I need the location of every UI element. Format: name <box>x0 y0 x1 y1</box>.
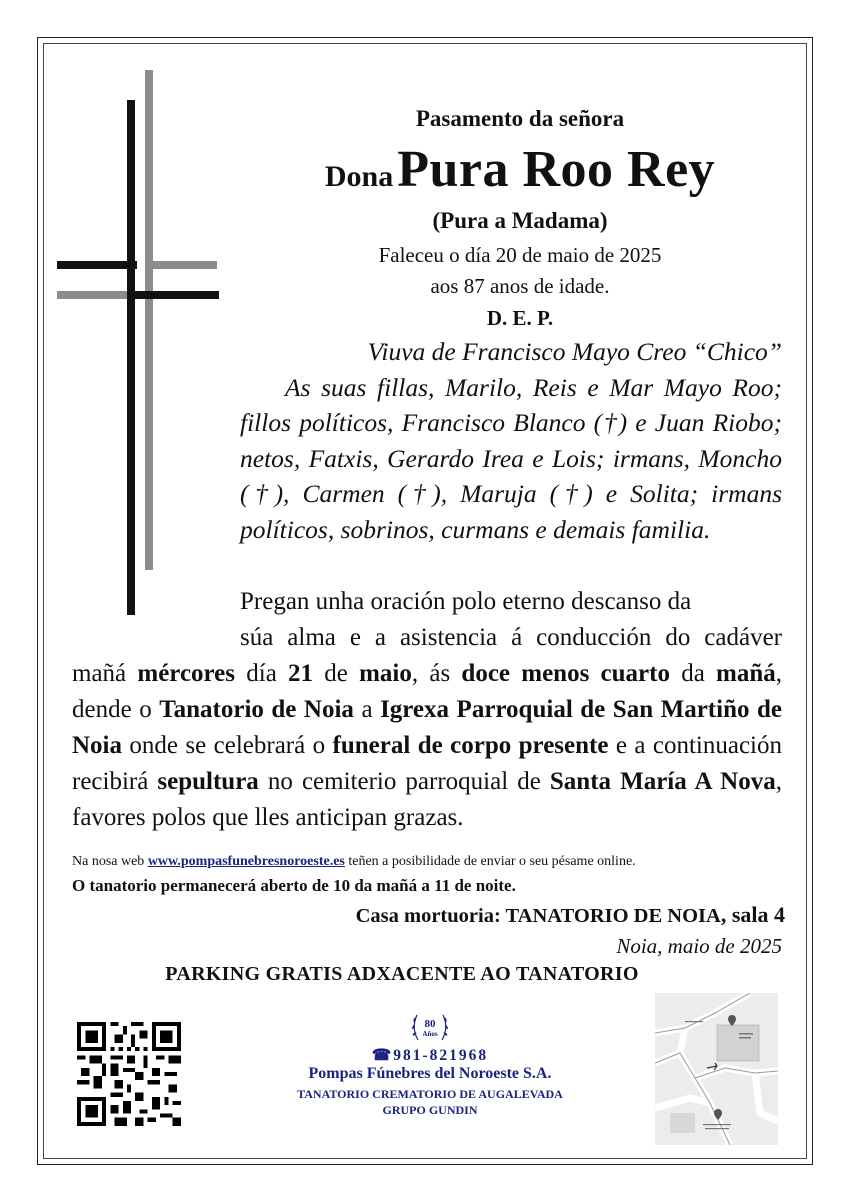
text-fragment: , favores polos que lles anticipan grazas. <box>72 768 782 831</box>
text-fragment: no cemiterio parroquial de <box>258 768 550 795</box>
church: Igrexa Parroquial de San Martiño de Noia <box>72 696 782 759</box>
relatives: As suas fillas, Marilo, Reis e Mar Mayo Roo; fillos políticos, Francisco Blanco (†) e Juan Riobo; netos, Fatxis, Gerardo Irea e Lois; irmans, Moncho (†), Carmen (†), Maruja (†) e Solita; irmans políticos, sobrinos, curmans e demais familia. <box>240 372 782 544</box>
web-note-prefix: Na nosa web <box>72 854 148 869</box>
logo-text: Años <box>422 1030 438 1038</box>
funeral-home <box>356 902 785 928</box>
text-fragment: mañá <box>72 660 138 687</box>
home-room: , sala 4 <box>720 902 785 927</box>
phone-number[interactable]: ☎981-821968 <box>371 1047 489 1064</box>
parking-note: PARKING GRATIS ADXACENTE AO TANATORIO <box>165 963 639 985</box>
home-label: Casa mortuoria: <box>355 905 506 927</box>
name-prefix: Dona <box>324 160 394 193</box>
place-date: Noia, maio de 2025 <box>616 934 782 958</box>
text-fragment: e a continuación recibirá <box>72 732 782 795</box>
text-fragment: , ás <box>411 660 462 687</box>
text-fragment: a <box>353 696 381 723</box>
month: maio <box>359 660 412 687</box>
time: doce menos cuarto <box>461 660 670 687</box>
origin: Tanatorio de Noia <box>159 696 354 723</box>
crematorium-name: TANATORIO CREMATORIO DE AUGALEVADA <box>297 1087 563 1101</box>
anniversary-logo-icon <box>408 1008 452 1046</box>
details-line-2: súa alma e a asistencia á conducción do cadáver <box>240 624 782 651</box>
rip: D. E. P. <box>486 306 554 330</box>
widow-line: Viuva de Francisco Mayo Creo “Chico” <box>367 337 782 366</box>
day: 21 <box>288 660 314 687</box>
text-fragment: , dende o <box>72 660 783 723</box>
time-period: mañá <box>716 660 776 687</box>
qr-code-icon[interactable] <box>77 1022 181 1126</box>
name-main: Pura Roo Rey <box>397 141 716 198</box>
text-fragment: da <box>669 660 717 687</box>
website-link[interactable]: www.pompasfunebresnoroeste.es <box>147 854 345 869</box>
text-fragment: día <box>235 660 289 687</box>
web-note-suffix: teñen a posibilidade de enviar o seu pésame online. <box>344 854 636 869</box>
burial: sepultura <box>157 768 259 795</box>
text-fragment: de <box>313 660 360 687</box>
cross-gray-horizontal <box>145 261 217 269</box>
details-line-1: Pregan unha oración polo eterno descanso da <box>240 588 692 615</box>
weekday: mércores <box>137 660 236 687</box>
cross-black-horizontal-right <box>127 291 219 299</box>
web-note <box>72 854 636 870</box>
cross-black-vertical <box>127 100 135 615</box>
cemetery: Santa María A Nova <box>549 768 776 795</box>
age: aos 87 anos de idade. <box>430 274 610 298</box>
deceased-name <box>280 140 760 199</box>
location-map[interactable] <box>655 993 778 1145</box>
cross-black-horizontal <box>57 261 137 269</box>
company-name: Pompas Fúnebres del Noroeste S.A. <box>308 1065 552 1082</box>
home-place: TANATORIO DE NOIA <box>505 905 721 927</box>
family-list <box>240 334 782 548</box>
logo-number: 80 <box>424 1018 436 1030</box>
pretitle: Pasamento da señora <box>415 106 625 131</box>
nickname: (Pura a Madama) <box>432 208 608 233</box>
service: funeral de corpo presente <box>332 732 609 759</box>
death-date: Faleceu o día 20 de maio de 2025 <box>378 243 662 267</box>
text-fragment: onde se celebrará o <box>122 732 333 759</box>
opening-hours: O tanatorio permanecerá aberto de 10 da mañá a 11 de noite. <box>72 876 516 895</box>
funeral-details <box>72 584 782 836</box>
group-name: GRUPO GUNDIN <box>382 1103 478 1117</box>
cross-gray-vertical <box>145 70 153 570</box>
cross-gray-horizontal-left <box>57 291 129 299</box>
